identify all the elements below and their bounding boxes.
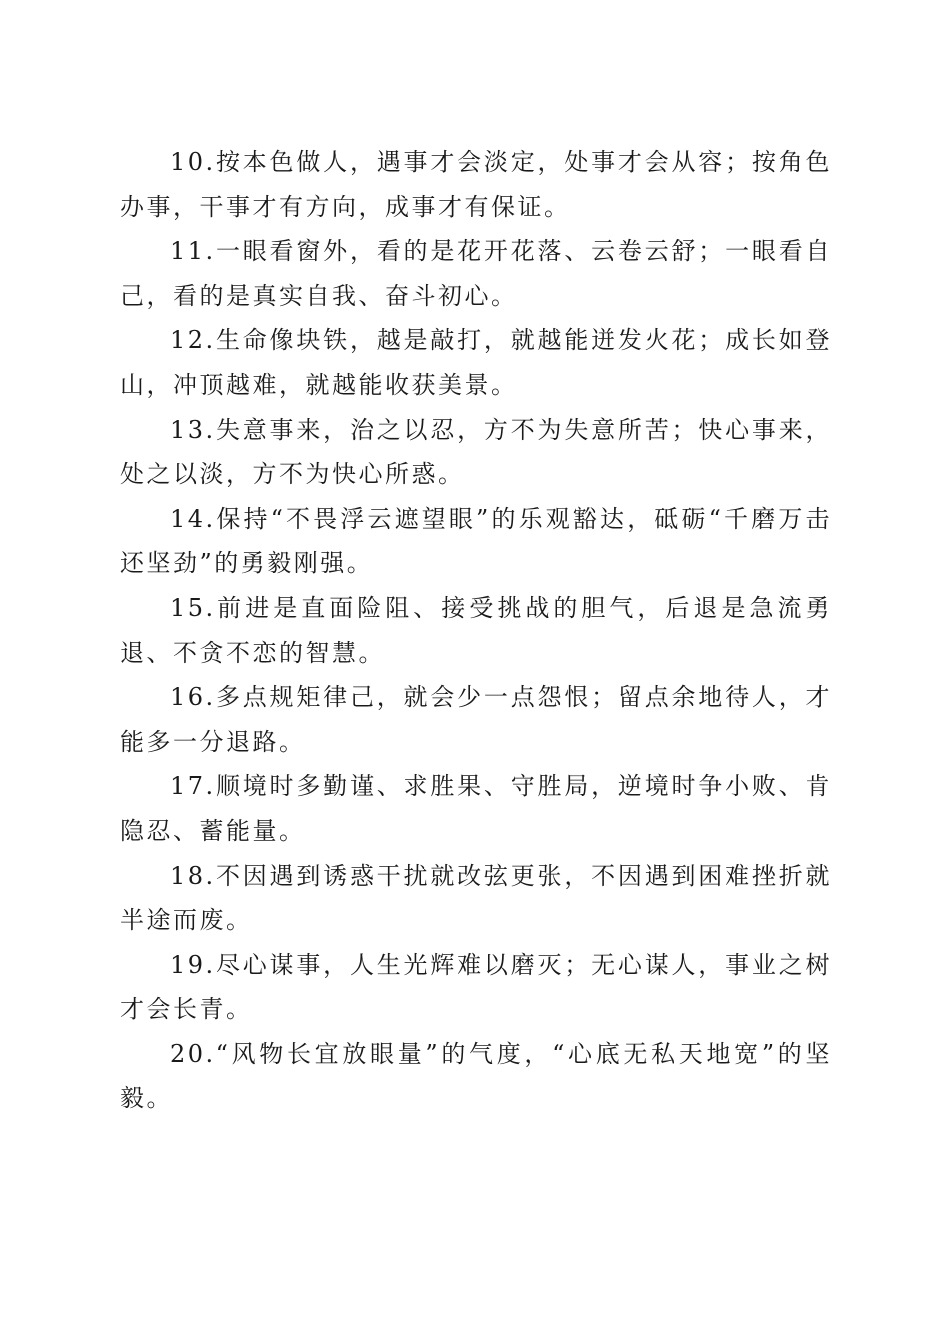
list-item: 13.失意事来，治之以忍，方不为失意所苦；快心事来，处之以淡，方不为快心所惑。: [120, 415, 832, 489]
list-item: 14.保持“不畏浮云遮望眼”的乐观豁达，砥砺“千磨万击还坚劲”的勇毅刚强。: [120, 504, 832, 578]
list-item: 10.按本色做人，遇事才会淡定，处事才会从容；按角色办事，干事才有方向，成事才有保证。: [120, 148, 832, 221]
list-item: 18.不因遇到诱惑干扰就改弦更张，不因遇到困难挫折就半途而废。: [120, 861, 832, 935]
list-item: 15.前进是直面险阻、接受挑战的胆气，后退是急流勇退、不贪不恋的智慧。: [120, 593, 832, 667]
list-item: 12.生命像块铁，越是敲打，就越能迸发火花；成长如登山，冲顶越难，就越能收获美景。: [120, 326, 832, 399]
quote-list: [120, 140, 832, 1121]
list-item: 17.顺境时多勤谨、求胜果、守胜局，逆境时争小败、肯隐忍、蓄能量。: [120, 772, 832, 845]
list-item: 19.尽心谋事，人生光辉难以磨灭；无心谋人，事业之树才会长青。: [120, 950, 832, 1024]
list-item: 20.“风物长宜放眼量”的气度，“心底无私天地宽”的坚毅。: [120, 1039, 832, 1113]
list-item: 16.多点规矩律己，就会少一点怨恨；留点余地待人，才能多一分退路。: [120, 683, 832, 756]
list-item: 11.一眼看窗外，看的是花开花落、云卷云舒；一眼看自己，看的是真实自我、奋斗初心。: [120, 237, 832, 310]
